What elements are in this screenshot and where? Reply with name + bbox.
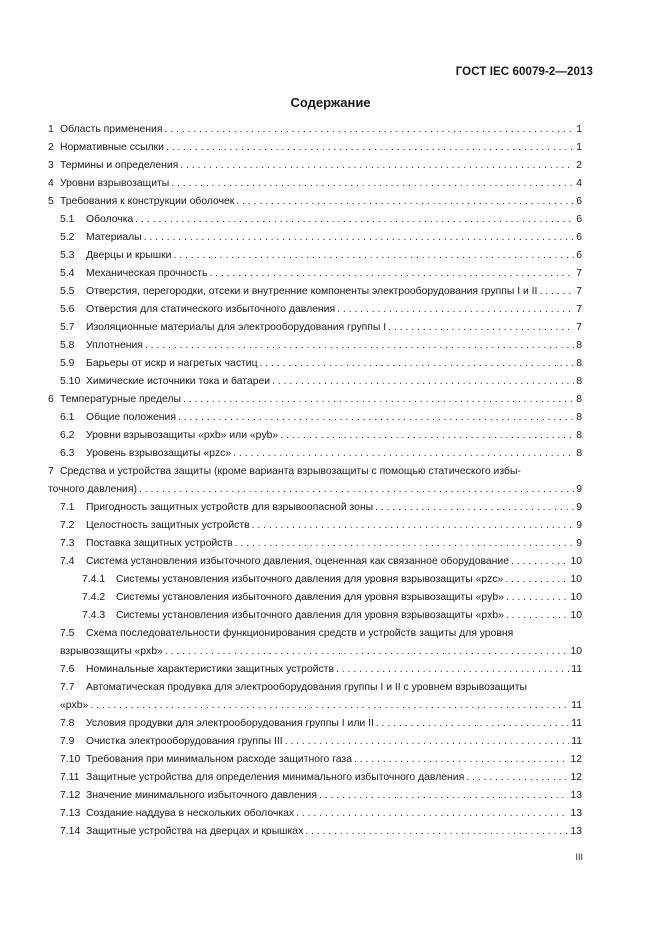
toc-entry-title: Область применения: [60, 124, 163, 135]
toc-entry-title: Поставка защитных устройств: [86, 538, 233, 549]
dot-leader: [250, 517, 575, 535]
toc-entry-page: 1: [576, 124, 582, 135]
toc-entry-number: 7.4.1: [82, 574, 106, 585]
dot-leader: [464, 769, 568, 787]
dot-leader: [207, 265, 574, 283]
toc-entry: [48, 175, 582, 193]
dot-leader: [374, 715, 569, 733]
dot-leader: [294, 805, 568, 823]
toc-entry-title: Уровни взрывозащиты «pxb» или «pyb»: [86, 430, 279, 441]
toc-entry-number: 7.11: [60, 772, 80, 783]
dot-leader: [335, 301, 574, 319]
toc-entry-number: 7.9: [60, 736, 75, 747]
toc-entry-title: Термины и определения: [60, 160, 179, 171]
toc-entry-page: 8: [576, 430, 582, 441]
toc-entry: [48, 445, 582, 463]
toc-entry-page: 11: [571, 718, 582, 729]
table-of-contents: [48, 121, 582, 841]
toc-entry-title: Требования при минимальном расходе защитного газа: [86, 754, 352, 765]
dot-leader: [258, 355, 575, 373]
toc-entry-page: 7: [576, 268, 582, 279]
toc-entry: [48, 229, 582, 247]
toc-entry-title: Системы установления избыточного давления для уровня взрывозащиты «pxb»: [116, 610, 504, 621]
dot-leader: [231, 445, 574, 463]
toc-entry-page: 13: [570, 790, 582, 801]
toc-entry-title: Материалы: [86, 232, 142, 243]
toc-entry-page: 10: [570, 592, 582, 603]
toc-entry-page: 7: [576, 286, 582, 297]
toc-entry-title: взрывозащиты «pxb»: [60, 646, 163, 657]
toc-entry-title: Пригодность защитных устройств для взрывоопасной зоны: [86, 502, 374, 513]
dot-leader: [503, 571, 568, 589]
dot-leader: [176, 409, 574, 427]
toc-entry-page: 9: [576, 538, 582, 549]
toc-entry-page: 9: [576, 520, 582, 531]
toc-entry-number: 7.14: [60, 826, 81, 837]
toc-entry-page: 11: [571, 736, 582, 747]
toc-entry-page: 4: [576, 178, 582, 189]
toc-entry-number: 5.2: [60, 232, 75, 243]
toc-entry-title: Система установления избыточного давления, оцененная как связанное оборудование: [86, 556, 509, 567]
toc-entry: [48, 625, 582, 661]
toc-entry-page: 2: [576, 160, 582, 171]
toc-entry-title: Изоляционные материалы для электрооборудования группы I: [86, 322, 387, 333]
toc-entry-title: Нормативные ссылки: [60, 142, 164, 153]
toc-entry-page: 12: [570, 754, 582, 765]
dot-leader: [509, 553, 568, 571]
toc-entry: [48, 571, 582, 589]
dot-leader: [163, 643, 569, 661]
toc-entry-title: Уровень взрывозащиты «pzc»: [86, 448, 232, 459]
toc-entry: [48, 463, 582, 499]
toc-entry-title: точного давления): [48, 484, 137, 495]
dot-leader: [386, 319, 574, 337]
toc-entry-page: 6: [576, 214, 582, 225]
dot-leader: [169, 175, 574, 193]
toc-entry-page: 8: [576, 358, 582, 369]
toc-entry: [48, 733, 582, 751]
toc-entry-number: 6: [48, 394, 54, 405]
dot-leader: [537, 283, 574, 301]
toc-entry-page: 7: [576, 322, 582, 333]
toc-entry: [48, 373, 582, 391]
toc-entry: [48, 499, 582, 517]
toc-entry-number: 7.6: [60, 664, 75, 675]
toc-entry: [48, 355, 582, 373]
toc-entry-page: 13: [570, 808, 582, 819]
toc-entry: [48, 553, 582, 571]
toc-entry-number: 6.2: [60, 430, 75, 441]
toc-entry-title: «pxb»: [60, 700, 89, 711]
toc-entry-page: 10: [570, 646, 582, 657]
toc-entry-number: 5.10: [60, 376, 81, 387]
toc-entry-title: Требования к конструкции оболочек: [60, 196, 235, 207]
toc-entry-title: Оболочка: [86, 214, 134, 225]
toc-entry: [48, 535, 582, 553]
toc-entry: [48, 427, 582, 445]
dot-leader: [317, 787, 568, 805]
toc-entry-number: 7.4: [60, 556, 75, 567]
toc-entry-page: 11: [571, 700, 582, 711]
toc-entry-number: 5.3: [60, 250, 75, 261]
dot-leader: [234, 193, 574, 211]
toc-entry: [48, 121, 582, 139]
toc-entry-number: 1: [48, 124, 54, 135]
dot-leader: [278, 427, 574, 445]
toc-entry: [48, 679, 582, 715]
toc-entry-title: Отверстия, перегородки, отсеки и внутренние компоненты электрооборудования группы I и II: [86, 286, 538, 297]
toc-entry-page: 1: [576, 142, 582, 153]
toc-entry-title: Температурные пределы: [60, 394, 182, 405]
toc-entry: [48, 409, 582, 427]
toc-entry-title: Системы установления избыточного давления для уровня взрывозащиты «pzc»: [116, 574, 504, 585]
toc-entry-title: Механическая прочность: [86, 268, 208, 279]
toc-entry-number: 5: [48, 196, 54, 207]
toc-entry-number: 7.4.3: [82, 610, 106, 621]
dot-leader: [164, 139, 574, 157]
toc-entry-number: 7.3: [60, 538, 75, 549]
toc-entry-title: Системы установления избыточного давления для уровня взрывозащиты «pyb»: [116, 592, 504, 603]
toc-entry-title: Очистка электрооборудования группы III: [86, 736, 283, 747]
dot-leader: [352, 751, 568, 769]
toc-entry-number: 7.12: [60, 790, 81, 801]
toc-entry-title-first-line: Средства и устройства защиты (кроме варианта взрывозащиты с помощью статического избы-: [60, 466, 521, 477]
toc-entry-page: 12: [570, 772, 582, 783]
toc-entry-page: 9: [576, 484, 582, 495]
toc-entry-title: Защитные устройства на дверцах и крышках: [86, 826, 304, 837]
toc-entry-page: 10: [570, 610, 582, 621]
dot-leader: [334, 661, 569, 679]
toc-entry-title: Общие положения: [86, 412, 176, 423]
toc-entry-title: Создание наддува в нескольких оболочках: [86, 808, 295, 819]
toc-entry-page: 13: [570, 826, 582, 837]
page-title: Содержание: [290, 95, 371, 110]
toc-entry-page: 8: [576, 448, 582, 459]
toc-entry: [48, 337, 582, 355]
dot-leader: [373, 499, 574, 517]
toc-entry-number: 7.5: [60, 628, 75, 639]
toc-entry: [48, 517, 582, 535]
toc-entry-page: 7: [576, 304, 582, 315]
toc-entry: [48, 661, 582, 679]
toc-entry-page: 6: [576, 196, 582, 207]
toc-entry-title: Химические источники тока и батареи: [86, 376, 271, 387]
toc-entry: [48, 265, 582, 283]
toc-entry: [48, 391, 582, 409]
toc-entry-number: 3: [48, 160, 54, 171]
toc-entry-page: 10: [570, 556, 582, 567]
toc-entry-number: 5.8: [60, 340, 75, 351]
toc-entry-number: 5.5: [60, 286, 75, 297]
dot-leader: [171, 247, 574, 265]
toc-entry: [48, 283, 582, 301]
toc-entry-page: 6: [576, 232, 582, 243]
toc-entry-number: 7: [48, 466, 54, 477]
toc-entry-title: Уровни взрывозащиты: [60, 178, 170, 189]
toc-entry: [48, 301, 582, 319]
toc-entry-title: Значение минимального избыточного давления: [86, 790, 317, 801]
toc-entry-title: Защитные устройства для определения минимального избыточного давления: [86, 772, 465, 783]
toc-entry: [48, 157, 582, 175]
dot-leader: [233, 535, 575, 553]
document-header: ГОСТ IEC 60079-2—2013: [455, 66, 593, 78]
toc-entry: [48, 769, 582, 787]
dot-leader: [162, 121, 574, 139]
toc-entry-number: 2: [48, 142, 54, 153]
toc-entry-page: 8: [576, 412, 582, 423]
toc-entry-number: 6.1: [60, 412, 75, 423]
toc-entry: [48, 319, 582, 337]
toc-entry: [48, 823, 582, 841]
toc-entry-title: Дверцы и крышки: [86, 250, 172, 261]
toc-entry-number: 6.3: [60, 448, 75, 459]
toc-entry: [48, 607, 582, 625]
toc-entry: [48, 715, 582, 733]
dot-leader: [270, 373, 574, 391]
toc-entry-number: 4: [48, 178, 54, 189]
toc-entry-title: Барьеры от искр и нагретых частиц: [86, 358, 258, 369]
toc-entry-title: Уплотнения: [86, 340, 143, 351]
dot-leader: [88, 697, 569, 715]
toc-entry-title: Отверстия для статического избыточного давления: [86, 304, 336, 315]
toc-entry-page: 6: [576, 250, 582, 261]
toc-entry: [48, 805, 582, 823]
toc-entry-page: 8: [576, 394, 582, 405]
toc-entry-number: 5.7: [60, 322, 75, 333]
toc-entry-page: 8: [576, 376, 582, 387]
toc-entry: [48, 589, 582, 607]
toc-entry-number: 5.6: [60, 304, 75, 315]
toc-entry-number: 7.7: [60, 682, 75, 693]
toc-entry-number: 5.4: [60, 268, 75, 279]
page-number: III: [575, 852, 583, 862]
toc-entry-number: 7.10: [60, 754, 81, 765]
toc-entry: [48, 247, 582, 265]
toc-entry: [48, 139, 582, 157]
dot-leader: [181, 391, 574, 409]
toc-entry: [48, 751, 582, 769]
toc-entry-title-first-line: Автоматическая продувка для электрооборудования группы I и II с уровнем взрывозащиты: [86, 682, 527, 693]
toc-entry-title: Номинальные характеристики защитных устройств: [86, 664, 334, 675]
dot-leader: [137, 481, 574, 499]
toc-entry: [48, 787, 582, 805]
toc-entry-number: 7.13: [60, 808, 81, 819]
dot-leader: [504, 589, 569, 607]
toc-entry-number: 7.2: [60, 520, 75, 531]
dot-leader: [303, 823, 568, 841]
toc-entry: [48, 211, 582, 229]
dot-leader: [178, 157, 574, 175]
toc-entry-title: Целостность защитных устройств: [86, 520, 250, 531]
dot-leader: [142, 229, 575, 247]
toc-entry: [48, 193, 582, 211]
toc-entry-title-first-line: Схема последовательности функционирования средств и устройств защиты для уровня: [86, 628, 514, 639]
toc-entry-number: 5.1: [60, 214, 75, 225]
dot-leader: [133, 211, 574, 229]
dot-leader: [504, 607, 569, 625]
toc-entry-title: Условия продувки для электрооборудования группы I или II: [86, 718, 374, 729]
toc-entry-page: 10: [570, 574, 582, 585]
toc-entry-page: 9: [576, 502, 582, 513]
toc-entry-page: 11: [571, 664, 582, 675]
toc-entry-number: 7.1: [60, 502, 75, 513]
dot-leader: [143, 337, 574, 355]
toc-entry-number: 5.9: [60, 358, 75, 369]
dot-leader: [283, 733, 570, 751]
toc-entry-number: 7.4.2: [82, 592, 106, 603]
toc-entry-number: 7.8: [60, 718, 75, 729]
toc-entry-page: 8: [576, 340, 582, 351]
